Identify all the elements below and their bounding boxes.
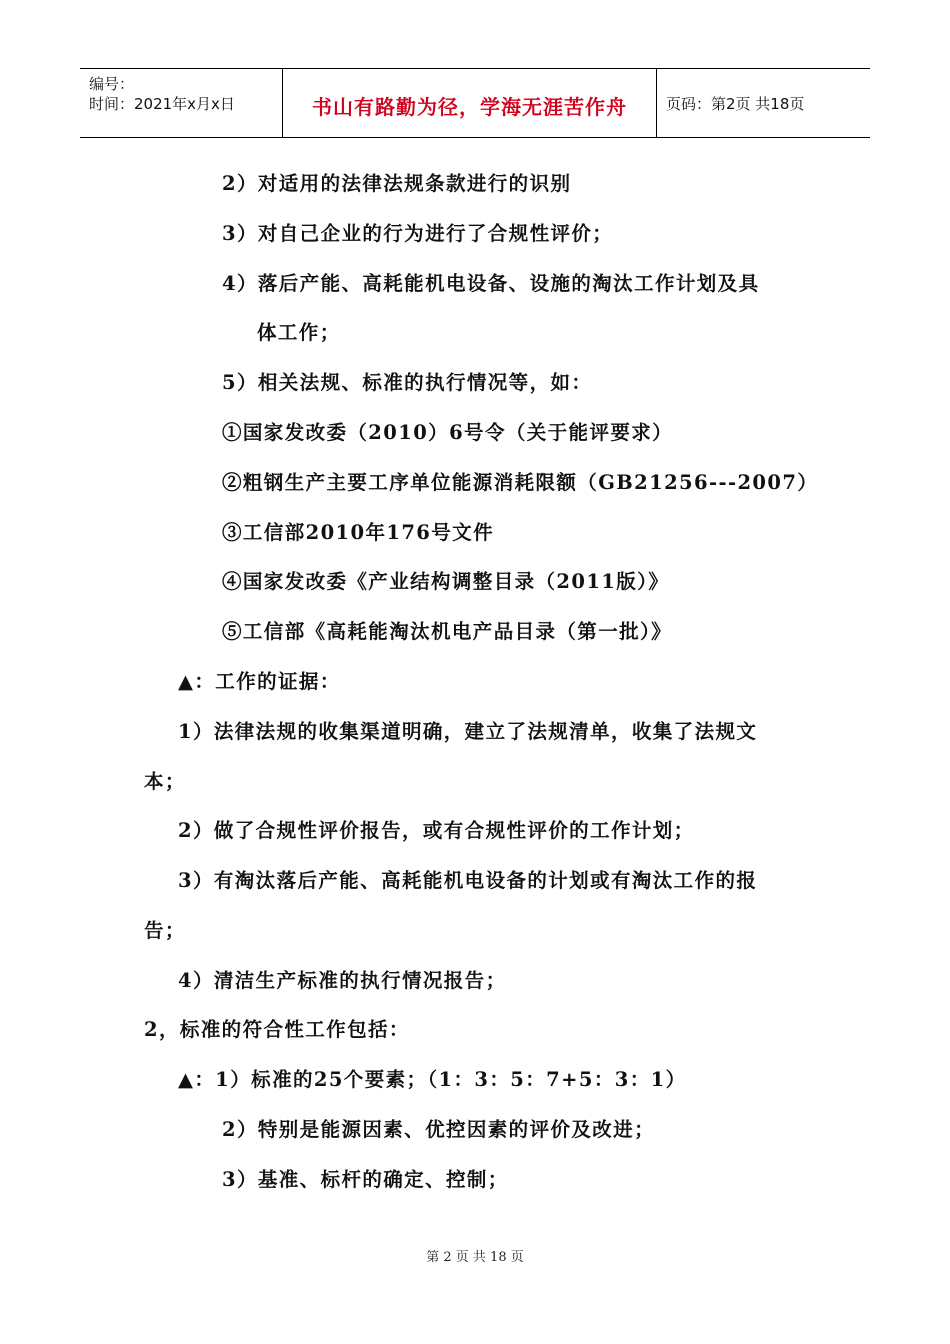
body-line: 3）对自己企业的行为进行了合规性评价； (222, 222, 614, 245)
body-line: 2）对适用的法律法规条款进行的识别 (222, 172, 572, 195)
header-page-cell (656, 69, 870, 137)
page-header (80, 68, 870, 138)
body-line: 3）有淘汰落后产能、高耗能机电设备的计划或有淘汰工作的报 (178, 869, 758, 892)
page-footer: 第 2 页 共 18 页 (426, 1250, 524, 1265)
body-line: ▲：1）标准的25个要素；（1：3：5：7+5：3：1） (178, 1068, 687, 1091)
header-meta-cell (80, 69, 282, 137)
body-line: 体工作； (257, 321, 341, 344)
header-page-info: 页码：第2页 共18页 (666, 95, 805, 113)
body-line: 1）法律法规的收集渠道明确，建立了法规清单，收集了法规文 (178, 720, 758, 743)
body-line: ③工信部2010年176号文件 (222, 521, 494, 544)
doc-number-label: 编号： (89, 75, 135, 93)
body-line: ⑤工信部《高耗能淘汰机电产品目录（第一批）》 (222, 620, 673, 643)
body-line: 4）清洁生产标准的执行情况报告； (178, 969, 507, 992)
body-line: 4）落后产能、高耗能机电设备、设施的淘汰工作计划及具 (222, 272, 760, 295)
body-line: ①国家发改委（2010）6号令（关于能评要求） (222, 421, 674, 444)
body-line: ②粗钢生产主要工序单位能源消耗限额（GB21256---2007） (222, 471, 819, 494)
header-motto: 书山有路勤为径，学海无涯苦作舟 (312, 95, 627, 119)
body-line: 2）做了合规性评价报告，或有合规性评价的工作计划； (178, 819, 695, 842)
body-line: 本； (144, 770, 186, 793)
body-line: 5）相关法规、标准的执行情况等，如： (222, 371, 593, 394)
body-line: 3）基准、标杆的确定、控制； (222, 1168, 509, 1191)
body-line: 2）特别是能源因素、优控因素的评价及改进； (222, 1118, 655, 1141)
doc-time-label: 时间：2021年x月x日 (89, 95, 235, 113)
body-line: ▲：工作的证据： (178, 670, 341, 693)
body-line: 告； (144, 919, 186, 942)
body-line: ④国家发改委《产业结构调整目录（2011版）》 (222, 570, 670, 593)
body-line: 2，标准的符合性工作包括： (144, 1018, 410, 1041)
header-motto-cell (282, 69, 657, 137)
